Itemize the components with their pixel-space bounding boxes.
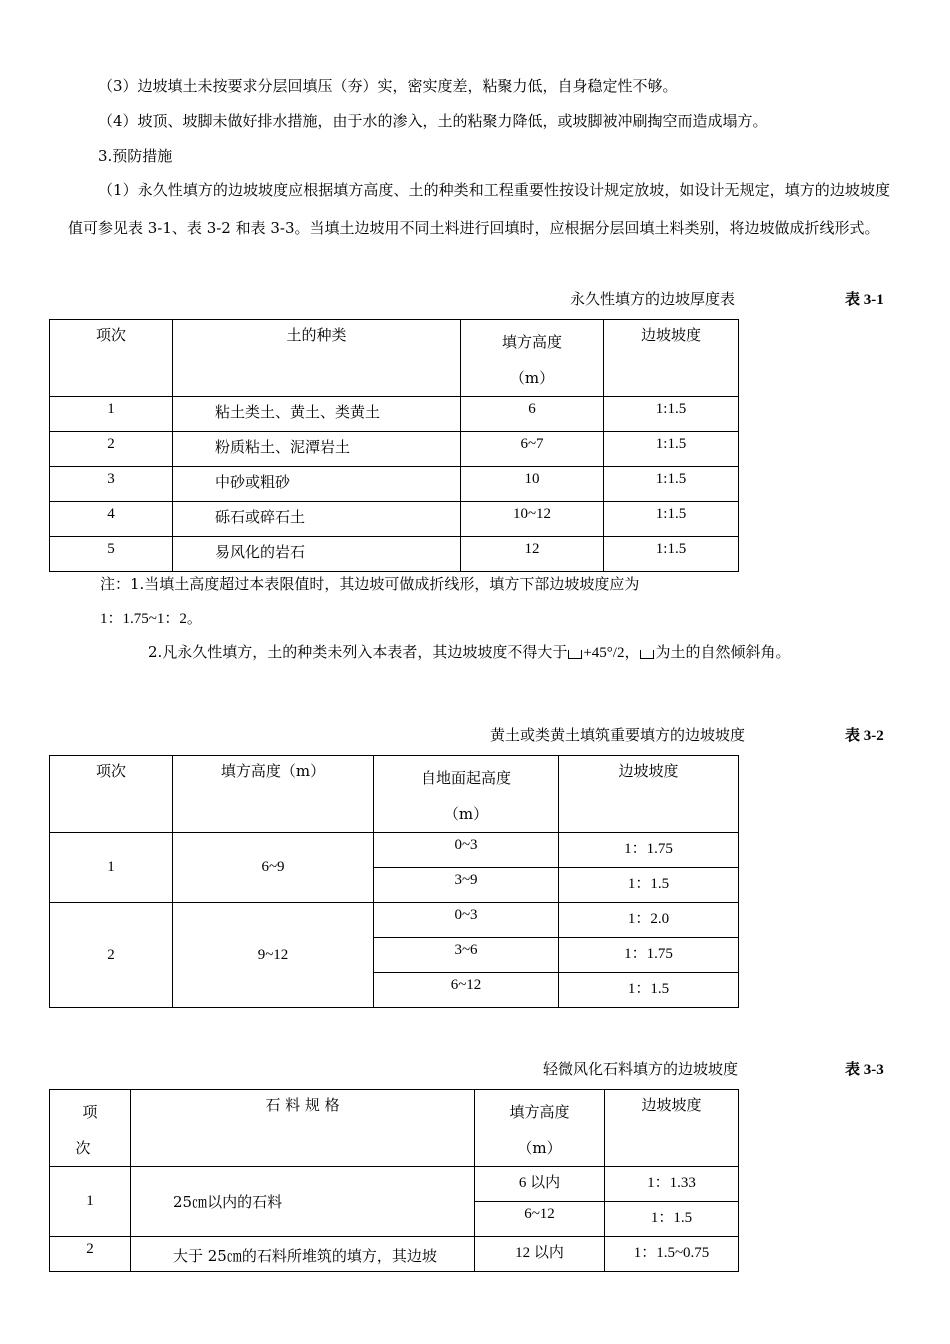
table-row: 3~6 1：1.75 bbox=[50, 938, 739, 973]
table1-note2: 2.凡永久性填方，土的种类未列入本表者，其边坡坡度不得大于 +45°/2， 为土的自然倾斜角。 bbox=[148, 643, 791, 661]
t2-header-ground: 自地面起高度 （m） bbox=[374, 756, 559, 833]
t2-header-no: 项次 bbox=[50, 756, 173, 833]
table1-note1: 注：1.当填土高度超过本表限值时，其边坡可做成折线形，填方下部边坡坡度应为 bbox=[100, 575, 640, 593]
section-heading: 3.预防措施 bbox=[98, 147, 173, 165]
t1-header-no: 项次 bbox=[50, 320, 173, 397]
table3-caption: 轻微风化石料填方的边坡坡度 bbox=[543, 1060, 739, 1078]
t1-header-slope: 边坡坡度 bbox=[604, 320, 739, 397]
table2 bbox=[49, 755, 739, 1008]
table-row: 3 中砂或粗砂 10 1:1.5 bbox=[50, 467, 739, 502]
table-row: 6~12 1：1.5 bbox=[50, 973, 739, 1008]
phi-symbol-icon bbox=[640, 650, 654, 659]
t2-header-slope: 边坡坡度 bbox=[559, 756, 739, 833]
table-row: 6~12 1：1.5 bbox=[50, 1202, 739, 1237]
table-row: 1 25㎝以内的石料 6 以内 1：1.33 bbox=[50, 1167, 739, 1202]
table3 bbox=[49, 1089, 739, 1272]
table-row: 3~9 1：1.5 bbox=[50, 868, 739, 903]
t3-header-spec: 石 料 规 格 bbox=[131, 1090, 475, 1167]
paragraph-3: （3）边坡填土未按要求分层回填压（夯）实，密实度差，粘聚力低，自身稳定性不够。 bbox=[98, 77, 678, 95]
t3-header-height: 填方高度 （m） bbox=[475, 1090, 605, 1167]
table-row: 5 易风化的岩石 12 1:1.5 bbox=[50, 537, 739, 572]
t1-header-soil: 土的种类 bbox=[173, 320, 461, 397]
t1-header-height: 填方高度 （m） bbox=[461, 320, 604, 397]
phi-symbol-icon bbox=[568, 650, 582, 659]
table-row: 2 9~12 0~3 1：2.0 bbox=[50, 903, 739, 938]
t3-header-no: 项 次 bbox=[50, 1090, 131, 1167]
table3-number: 表 3-3 bbox=[845, 1062, 884, 1078]
t2-header-height: 填方高度（m） bbox=[173, 756, 374, 833]
table1-caption: 永久性填方的边坡厚度表 bbox=[570, 290, 736, 308]
paragraph-4: （4）坡顶、坡脚未做好排水措施，由于水的渗入，土的粘聚力降低，或坡脚被冲刷掏空而造成塌方。 bbox=[98, 112, 768, 130]
table1-number: 表 3-1 bbox=[845, 292, 884, 308]
table-row: 4 砾石或碎石土 10~12 1:1.5 bbox=[50, 502, 739, 537]
table-row: 2 大于 25㎝的石料所堆筑的填方，其边坡 12 以内 1：1.5~0.75 bbox=[50, 1237, 739, 1272]
table2-caption: 黄土或类黄土填筑重要填方的边坡坡度 bbox=[490, 726, 746, 744]
table-row: 1 粘土类土、黄土、类黄土 6 1:1.5 bbox=[50, 397, 739, 432]
table1 bbox=[49, 319, 739, 572]
table-row: 2 粉质粘土、泥潭岩土 6~7 1:1.5 bbox=[50, 432, 739, 467]
paragraph-5: （1）永久性填方的边坡坡度应根据填方高度、土的种类和工程重要性按设计规定放坡，如设计无规定，填方的边坡坡度值可参见表 3-1、表 3-2 和表 3-3。当填土边坡用不同土料进行回填时，应根据分层回填土料类别，将边坡做成折线形式。 bbox=[68, 181, 890, 237]
table1-note1-cont: 1：1.75~1：2。 bbox=[100, 611, 202, 627]
table2-number: 表 3-2 bbox=[845, 728, 884, 744]
table-row: 1 6~9 0~3 1：1.75 bbox=[50, 833, 739, 868]
t3-header-slope: 边坡坡度 bbox=[605, 1090, 739, 1167]
